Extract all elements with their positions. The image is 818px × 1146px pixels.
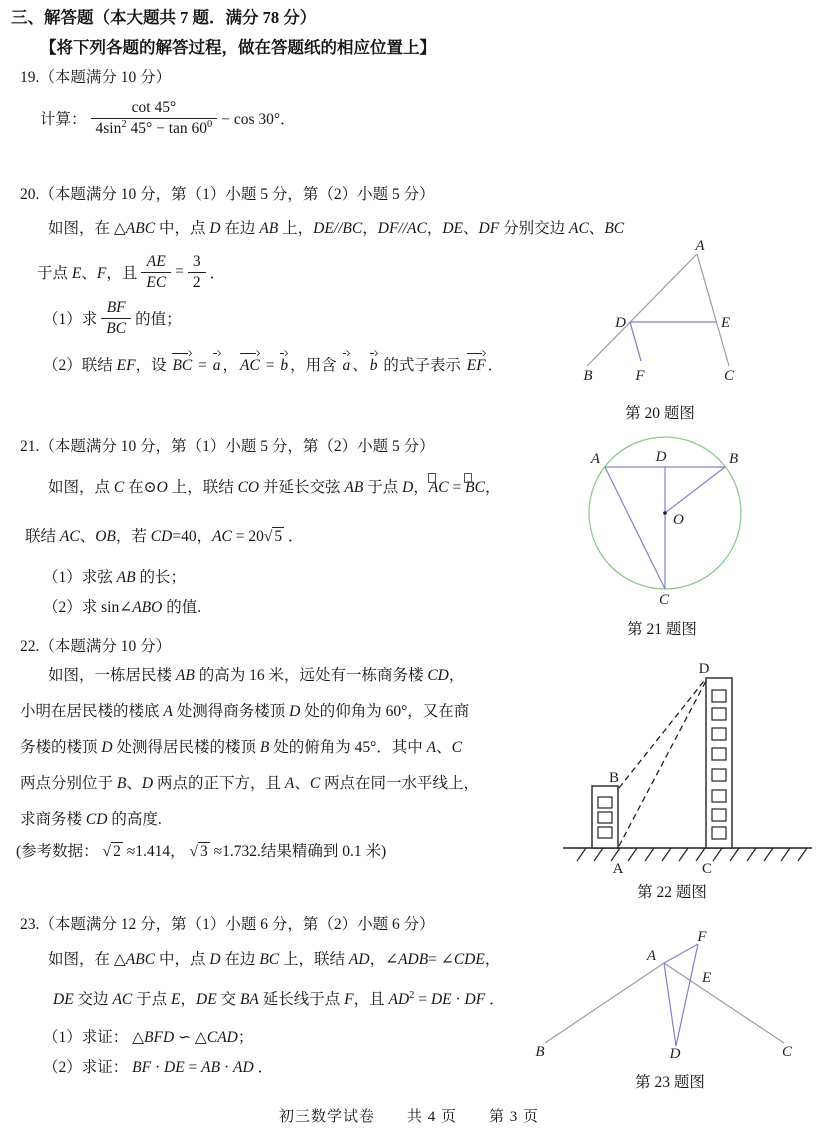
figure-22 bbox=[556, 660, 816, 878]
figure-23 bbox=[523, 928, 817, 1062]
page-footer: 初三数学试卷 共 4 页 第 3 页 bbox=[278, 1109, 539, 1125]
fraction-den: BC bbox=[101, 318, 131, 338]
fig22-residential-building bbox=[592, 786, 618, 848]
fig23-line-BA bbox=[545, 963, 664, 1043]
p22-body-line5: 求商务楼 CD 的高度. bbox=[20, 811, 162, 828]
fraction-den: 2 bbox=[188, 272, 206, 292]
fig23-label-E: E bbox=[702, 970, 712, 986]
p23-title: 23.（本题满分 12 分，第（1）小题 6 分，第（2）小题 6 分） bbox=[20, 916, 435, 933]
p20-question2: （2）联结 EF，设 BC = a ， AC = b ，用含 a 、 b 的式子表示 EF ． bbox=[43, 356, 503, 377]
p22-reference-data: (参考数据： √ 2 ≈1.414， √ 3 ≈1.732.结果精确到 0.1 米) bbox=[16, 843, 387, 860]
fig22-label-B: B bbox=[608, 770, 620, 786]
fig20-label-C: C bbox=[723, 368, 735, 384]
p21-title: 21.（本题满分 10 分，第（1）小题 5 分，第（2）小题 5 分） bbox=[20, 438, 435, 455]
fig21-label-D: D bbox=[655, 449, 667, 465]
p22-body-line4: 两点分别位于 B、D 两点的正下方，且 A、C 两点在同一水平线上， bbox=[20, 775, 480, 792]
fig22-label-A: A bbox=[612, 861, 624, 877]
fig21-line-OB bbox=[665, 467, 725, 513]
fig23-line-AD bbox=[664, 963, 676, 1046]
p23-line1: 如图，在 △ABC 中，点 D 在边 BC 上，联结 AD，∠ADB= ∠CDE， bbox=[48, 951, 501, 968]
p21-line1: 如图，点 C 在⊙O 上，联结 CO 并延长交弦 AB 于点 D，AC = BC， bbox=[48, 478, 500, 499]
p19-fraction bbox=[91, 99, 218, 138]
fig23-label-A: A bbox=[646, 948, 656, 964]
p22-body-line1: 如图，一栋居民楼 AB 的高为 16 米，远处有一栋商务楼 CD， bbox=[48, 667, 465, 684]
fraction-num: 3 bbox=[192, 252, 201, 270]
fig23-line-FD bbox=[676, 944, 698, 1046]
fig21-line-AC bbox=[605, 467, 665, 589]
p21-line2: 联结 AC、OB，若 CD=40，AC = 20√ 5 ． bbox=[25, 528, 304, 545]
fig23-label-C: C bbox=[781, 1044, 793, 1060]
p20-title: 20.（本题满分 10 分，第（1）小题 5 分，第（2）小题 5 分） bbox=[20, 186, 435, 203]
fig20-label-B: B bbox=[583, 368, 593, 384]
fig22-sightline-AD bbox=[619, 681, 706, 846]
fig22-sightline-BD bbox=[619, 681, 704, 788]
fig20-line-DF bbox=[630, 322, 641, 361]
fig21-label-A: A bbox=[590, 451, 600, 467]
p20-line2-pre: 于点 E、F，且 bbox=[37, 265, 138, 282]
fig20-label-E: E bbox=[721, 315, 731, 331]
fig22-label-D: D bbox=[698, 661, 710, 677]
fig20-line-AB bbox=[587, 254, 697, 366]
fraction-den: EC bbox=[141, 272, 171, 292]
instruction-line: 【将下列各题的解答过程，做在答题纸的相应位置上】 bbox=[40, 38, 436, 57]
fig20-line-AC bbox=[697, 254, 729, 366]
p20-line2-end: ． bbox=[209, 265, 226, 282]
p19-title: 19.（本题满分 10 分） bbox=[20, 69, 172, 86]
fig21-center-dot bbox=[663, 511, 667, 515]
fig21-label-B: B bbox=[729, 451, 739, 467]
section-header: 三、解答题（本大题共 7 题．满分 78 分） bbox=[11, 8, 317, 27]
figure-22-caption: 第 22 题图 bbox=[637, 884, 707, 901]
fig22-ground-hatching bbox=[577, 848, 807, 861]
fig22-label-C: C bbox=[701, 861, 713, 877]
fraction-num: AE bbox=[146, 252, 166, 270]
fig23-label-F: F bbox=[697, 929, 707, 945]
figure-23-caption: 第 23 题图 bbox=[635, 1074, 705, 1091]
fraction-num: BF bbox=[106, 298, 126, 316]
p22-body-line3: 务楼的楼顶 D 处测得居民楼的楼顶 B 处的俯角为 45°．其中 A、C bbox=[20, 739, 462, 756]
p22-title: 22.（本题满分 10 分） bbox=[20, 638, 172, 655]
figure-20-caption: 第 20 题图 bbox=[625, 405, 695, 422]
figure-21 bbox=[583, 430, 755, 612]
fig23-label-D: D bbox=[669, 1046, 681, 1062]
figure-21-caption: 第 21 题图 bbox=[627, 621, 697, 638]
p20-q1-pre: （1）求 bbox=[43, 311, 98, 328]
fig20-label-F: F bbox=[635, 368, 645, 384]
equals-sign: = bbox=[175, 263, 184, 280]
p20-question1 bbox=[43, 296, 182, 340]
p21-question1: （1）求弦 AB 的长； bbox=[43, 569, 186, 586]
p23-question1: （1）求证： △BFD ∽ △CAD； bbox=[43, 1029, 254, 1046]
figure-20 bbox=[565, 236, 750, 386]
p21-question2: （2）求 sin∠ABO 的值. bbox=[43, 599, 202, 616]
fig22-office-building bbox=[706, 678, 732, 848]
p20-q1-post: 的值； bbox=[135, 311, 182, 328]
p19-tail: − cos 30°． bbox=[221, 111, 296, 128]
fig23-line-AF bbox=[664, 944, 698, 963]
p19-fraction-den: $4\sin^2$ $45^\circ - \tan 60^0$ bbox=[91, 118, 218, 138]
p20-fraction-3-2 bbox=[188, 253, 206, 292]
fig21-label-O: O bbox=[673, 512, 684, 528]
p23-question2: （2）求证： BF · DE = AB · AD ． bbox=[43, 1059, 274, 1076]
p20-line2 bbox=[37, 250, 225, 294]
p23-line2: DE 交边 AC 于点 E，DE 交 BA 延长线于点 F，且 $AD^2$ = DE · DF ． bbox=[53, 989, 505, 1008]
fig20-label-D: D bbox=[615, 315, 626, 331]
p20-fraction-AE-EC bbox=[141, 253, 171, 292]
fig20-label-A: A bbox=[695, 238, 705, 254]
fig23-label-B: B bbox=[535, 1044, 545, 1060]
p19-fraction-num: cot 45° bbox=[131, 98, 177, 116]
p22-body-line2: 小明在居民楼的楼底 A 处测得商务楼顶 D 处的仰角为 60°，又在商 bbox=[20, 703, 470, 720]
p20-fraction-BF-BC bbox=[101, 299, 131, 338]
p19-label: 计算： bbox=[40, 111, 87, 128]
fig21-label-C: C bbox=[658, 592, 670, 608]
p20-line1: 如图，在 △ABC 中，点 D 在边 AB 上，DE//BC，DF//AC，DE、DF 分别交边 AC、BC bbox=[48, 220, 625, 237]
fig23-line-CA bbox=[664, 963, 784, 1043]
p19-formula bbox=[40, 94, 296, 142]
